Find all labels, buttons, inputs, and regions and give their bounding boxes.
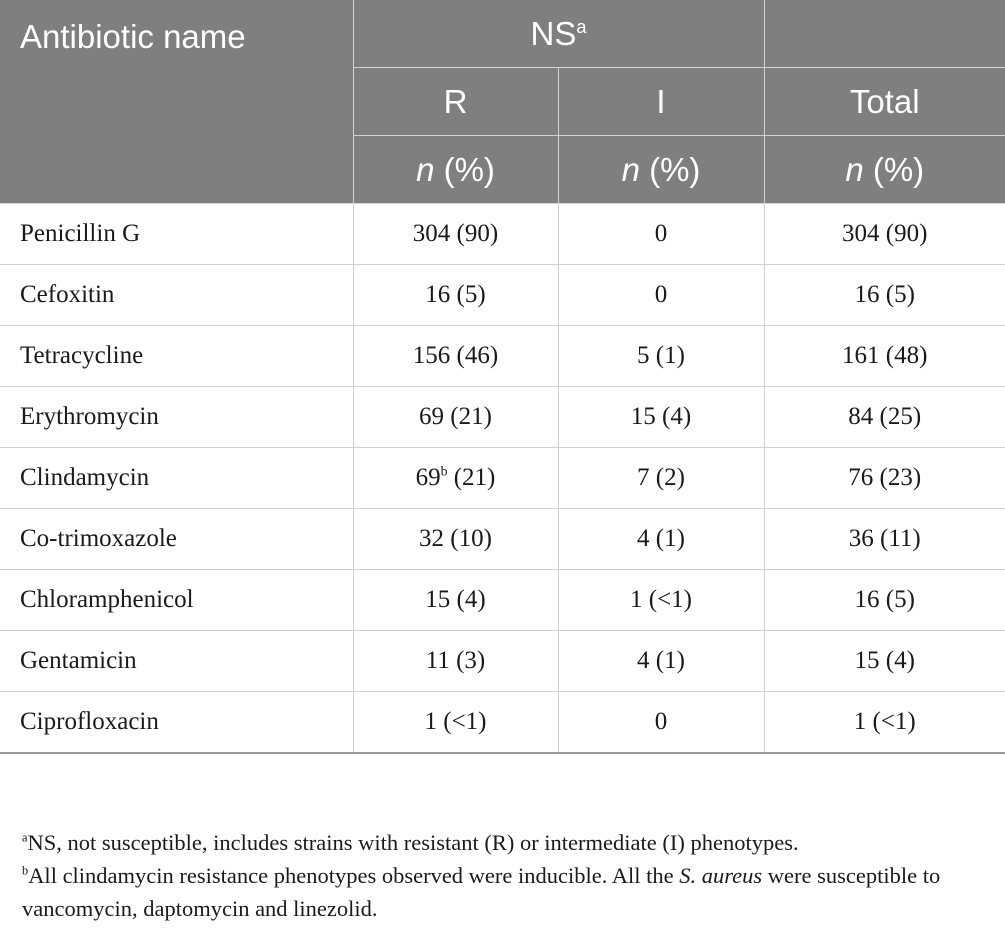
table-row: [0, 448, 1005, 509]
header-row-1: [0, 0, 1005, 68]
antibiotic-name-cell: Penicillin G: [0, 204, 353, 265]
r-cell: 32 (10): [353, 509, 558, 570]
table-row: [0, 509, 1005, 570]
header-ns: $NS^a$: [353, 0, 764, 68]
r-cell: 304 (90): [353, 204, 558, 265]
table-row: [0, 326, 1005, 387]
table-footnotes: [22, 826, 982, 925]
total-cell: 84 (25): [764, 387, 1005, 448]
total-cell: 1 (<1): [764, 692, 1005, 754]
r-cell: 69 (21): [353, 387, 558, 448]
total-cell: 16 (5): [764, 265, 1005, 326]
header-i: I: [558, 68, 764, 136]
i-cell: 7 (2): [558, 448, 764, 509]
table-row: [0, 631, 1005, 692]
total-cell: 304 (90): [764, 204, 1005, 265]
table-body: [0, 204, 1005, 754]
header-empty-cell: [764, 0, 1005, 68]
i-cell: 1 (<1): [558, 570, 764, 631]
antibiotic-name-cell: Tetracycline: [0, 326, 353, 387]
header-total-n-pct: n (%): [764, 136, 1005, 204]
i-cell: 0: [558, 692, 764, 754]
r-cell: 156 (46): [353, 326, 558, 387]
total-cell: 16 (5): [764, 570, 1005, 631]
antibiotic-name-cell: Co-trimoxazole: [0, 509, 353, 570]
antibiotic-name-cell: Clindamycin: [0, 448, 353, 509]
r-cell: 16 (5): [353, 265, 558, 326]
species-name: S. aureus: [679, 863, 763, 888]
table-header: [0, 0, 1005, 204]
header-i-n-pct: n (%): [558, 136, 764, 204]
footnote-b: $^b$All clindamycin resistance phenotypes observed were inducible. All the S. aureus were susceptible to vancomycin, daptomycin and linezolid.: [22, 863, 941, 921]
i-cell: 0: [558, 265, 764, 326]
i-cell: 4 (1): [558, 509, 764, 570]
i-cell: 0: [558, 204, 764, 265]
table-row: [0, 265, 1005, 326]
table-row: [0, 692, 1005, 754]
table-row: [0, 387, 1005, 448]
footnote-a: $^a$NS, not susceptible, includes strains with resistant (R) or intermediate (I) phenotypes.: [22, 830, 799, 855]
antibiotic-name-cell: Ciprofloxacin: [0, 692, 353, 754]
r-cell: 11 (3): [353, 631, 558, 692]
header-total: Total: [764, 68, 1005, 136]
table-row: [0, 570, 1005, 631]
total-cell: 76 (23): [764, 448, 1005, 509]
r-cell: 15 (4): [353, 570, 558, 631]
antibiotic-name-cell: Chloramphenicol: [0, 570, 353, 631]
header-r-n-pct: n (%): [353, 136, 558, 204]
i-cell: 5 (1): [558, 326, 764, 387]
i-cell: 4 (1): [558, 631, 764, 692]
header-r: R: [353, 68, 558, 136]
r-cell: 1 (<1): [353, 692, 558, 754]
total-cell: 161 (48): [764, 326, 1005, 387]
antibiotic-name-cell: Cefoxitin: [0, 265, 353, 326]
antibiotic-name-cell: Gentamicin: [0, 631, 353, 692]
table-row: [0, 204, 1005, 265]
total-cell: 15 (4): [764, 631, 1005, 692]
antibiotic-name-cell: Erythromycin: [0, 387, 353, 448]
r-cell: 69$^b$ (21): [353, 448, 558, 509]
footnote-marker-b: b: [440, 463, 448, 479]
i-cell: 15 (4): [558, 387, 764, 448]
footnote-marker-a: a: [576, 16, 587, 37]
total-cell: 36 (11): [764, 509, 1005, 570]
header-antibiotic-name: Antibiotic name: [0, 0, 353, 204]
